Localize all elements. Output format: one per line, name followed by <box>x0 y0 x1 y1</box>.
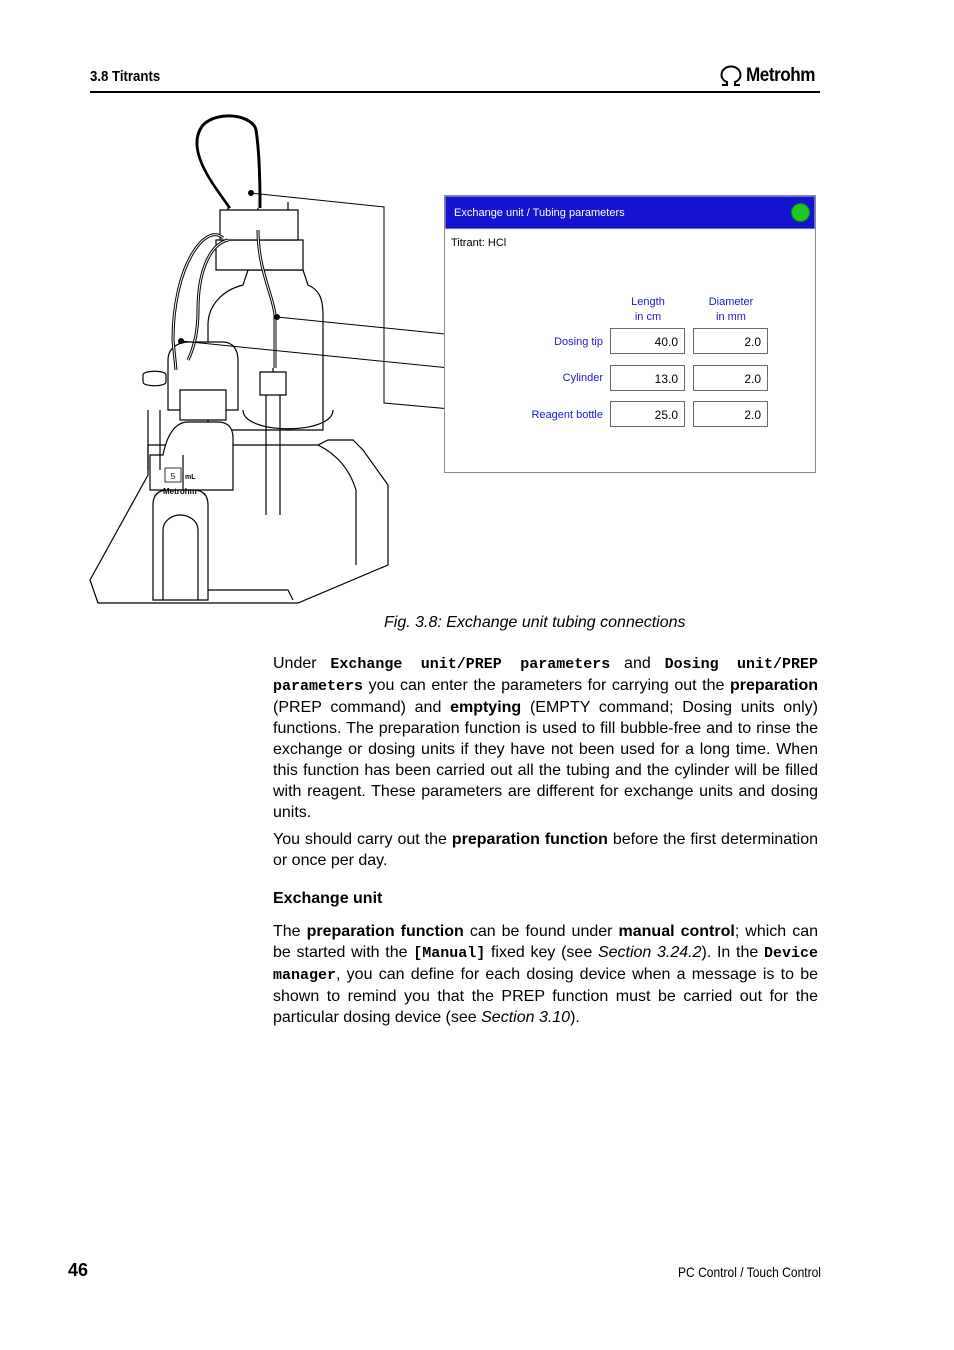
omega-logo-icon <box>719 65 743 87</box>
text: before the first determination or once per day. <box>273 831 818 869</box>
text: Under <box>273 655 317 672</box>
screen-title-bar <box>445 196 815 229</box>
term-preparation-function: preparation function <box>451 831 608 848</box>
metrohm-logo <box>719 64 823 88</box>
term-emptying: emptying <box>450 699 522 716</box>
text: ). <box>570 1009 580 1026</box>
paragraph-recommendation <box>273 829 818 871</box>
term-preparation-function: preparation function <box>306 923 464 940</box>
row-label-reagent-bottle: Reagent bottle <box>531 409 603 421</box>
diameter-column-header <box>696 295 766 325</box>
text: and <box>624 655 651 672</box>
logo-wordmark: Metrohm <box>746 65 816 86</box>
text: ). In the <box>701 944 759 961</box>
text: ; which can be started with the <box>273 923 819 961</box>
menu-ref-dosing-unit: Dosing unit/PREP parameters <box>273 656 818 695</box>
dosing-tip-length-field[interactable]: 40.0 <box>610 328 685 354</box>
key-ref-manual: [Manual] <box>413 945 486 962</box>
section-ref: Section 3.24.2 <box>597 944 702 961</box>
text: (EMPTY command; Dosing units only) functions. The preparation function is used to fill bubble-free and to rinse the exchange or dosing units if they have not been used for a long time. When this function has been carried out all the tubing and the cylinder will be filled with reagent. These parameters are different for exchange units and dosing units. <box>273 699 818 821</box>
paragraph-prep-parameters <box>273 653 818 823</box>
length-header-line2: in cm <box>634 311 662 323</box>
text: fixed key (see <box>490 944 593 961</box>
paragraph-exchange-unit <box>273 921 818 1028</box>
term-preparation: preparation <box>730 677 819 694</box>
menu-ref-exchange-unit: Exchange unit/PREP parameters <box>330 656 611 673</box>
cylinder-diameter-field[interactable]: 2.0 <box>693 365 768 391</box>
footer-product: PC Control / Touch Control <box>678 1264 821 1280</box>
titrant-label: Titrant: HCl <box>451 237 507 249</box>
text: can be found under <box>469 923 613 940</box>
reagent-bottle-diameter-field[interactable]: 2.0 <box>693 401 768 427</box>
section-heading: 3.8 Titrants <box>90 68 161 85</box>
header-rule <box>90 91 820 93</box>
text: you can enter the parameters for carrying out the <box>368 677 725 694</box>
text: The <box>273 923 301 940</box>
text: , you can define for each dosing device when a message is to be shown to remind you that the PREP function must be carried out for the particular dosing device (see <box>273 966 818 1026</box>
row-label-dosing-tip: Dosing tip <box>554 336 603 348</box>
length-column-header <box>613 295 683 325</box>
status-indicator-icon <box>791 203 810 222</box>
volume-unit: mL <box>185 474 196 481</box>
screen-title: Exchange unit / Tubing parameters <box>454 207 625 219</box>
diameter-header-line1: Diameter <box>708 296 754 308</box>
cylinder-length-field[interactable]: 13.0 <box>610 365 685 391</box>
tubing-parameters-screen <box>444 195 816 473</box>
text: You should carry out the <box>273 831 447 848</box>
volume-value: 5 <box>170 472 176 481</box>
menu-ref-device-manager: Device manager <box>273 945 819 984</box>
exchange-unit-figure <box>88 110 823 610</box>
section-ref: Section 3.10 <box>481 1009 571 1026</box>
device-brand-label: Metrohm <box>163 487 197 496</box>
page-number: 46 <box>68 1260 89 1280</box>
length-header-line1: Length <box>631 296 665 308</box>
diameter-header-line2: in mm <box>716 311 746 323</box>
subheading-exchange-unit: Exchange unit <box>273 890 383 907</box>
figure-caption: Fig. 3.8: Exchange unit tubing connections <box>384 614 686 631</box>
term-manual-control: manual control <box>618 923 735 940</box>
text: (PREP command) and <box>273 699 442 716</box>
row-label-cylinder: Cylinder <box>562 372 603 384</box>
dosing-tip-diameter-field[interactable]: 2.0 <box>693 328 768 354</box>
reagent-bottle-length-field[interactable]: 25.0 <box>610 401 685 427</box>
